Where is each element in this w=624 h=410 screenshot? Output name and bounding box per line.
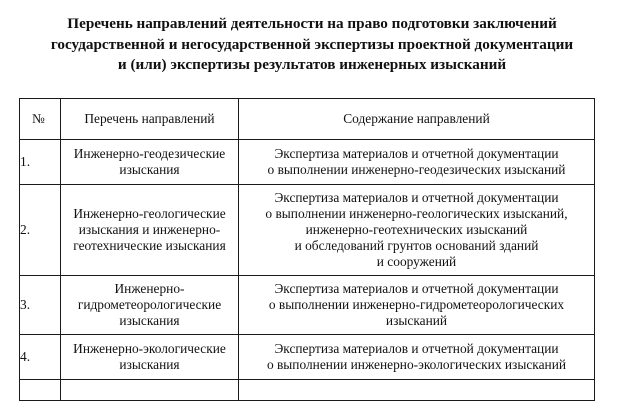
table-row — [20, 140, 595, 185]
table-row — [20, 276, 595, 335]
directions-table — [19, 98, 595, 401]
title-line-1: Перечень направлений деятельности на право подготовки заключений — [67, 15, 557, 32]
direction-content-line: и сооружений — [376, 254, 457, 269]
document-title — [0, 14, 624, 76]
direction-content-line: инженерно-геотехнических изысканий — [305, 222, 528, 237]
title-line-3: и (или) экспертизы результатов инженерных изысканий — [117, 56, 507, 73]
direction-name — [61, 276, 239, 335]
direction-name — [61, 140, 239, 185]
direction-content-line: Экспертиза материалов и отчетной документации — [274, 281, 559, 296]
direction-name-line: изыскания — [119, 162, 180, 177]
row-number: 2. — [20, 185, 61, 276]
direction-content-line: Экспертиза материалов и отчетной документации — [274, 146, 559, 161]
title-line-2: государственной и негосударственной экспертизы проектной документации — [50, 35, 574, 53]
direction-name-line: изыскания и инженерно- — [78, 222, 221, 237]
table-row — [20, 335, 595, 380]
direction-content — [239, 276, 595, 335]
direction-name-line: Инженерно- — [114, 281, 185, 296]
direction-name-line: Инженерно-экологические — [73, 341, 226, 356]
direction-content-line: о выполнении инженерно-геологических изысканий, — [265, 206, 568, 221]
row-number-empty — [20, 380, 61, 401]
direction-content-line: о выполнении инженерно-геодезических изысканий — [267, 162, 566, 177]
direction-name-empty — [61, 380, 239, 401]
direction-content-empty — [239, 380, 595, 401]
header-directions-content: Содержание направлений — [239, 99, 595, 140]
direction-content — [239, 185, 595, 276]
direction-name — [61, 185, 239, 276]
direction-content-line: о выполнении инженерно-экологических изысканий — [266, 357, 567, 372]
table-row — [20, 185, 595, 276]
direction-name — [61, 335, 239, 380]
direction-content-line: Экспертиза материалов и отчетной документации — [274, 190, 559, 205]
direction-name-line: гидрометеорологические — [77, 297, 222, 312]
direction-name-line: изыскания — [119, 357, 180, 372]
row-number: 1. — [20, 140, 61, 185]
direction-name-line: Инженерно-геодезические — [73, 146, 226, 161]
direction-content-line: о выполнении инженерно-гидрометеорологических — [268, 297, 565, 312]
direction-name-line: геотехнические изыскания — [73, 238, 226, 253]
direction-content-line: и обследований грунтов оснований зданий — [294, 238, 539, 253]
direction-name-line: Инженерно-геологические — [73, 206, 226, 221]
header-directions-list: Перечень направлений — [61, 99, 239, 140]
header-number: № — [20, 99, 61, 140]
direction-content-line: Экспертиза материалов и отчетной документации — [274, 341, 559, 356]
table-header-row — [20, 99, 595, 140]
direction-content — [239, 335, 595, 380]
direction-content-line: изысканий — [385, 313, 448, 328]
row-number: 3. — [20, 276, 61, 335]
row-number: 4. — [20, 335, 61, 380]
direction-content — [239, 140, 595, 185]
table-row-partial — [20, 380, 595, 401]
direction-name-line: изыскания — [119, 313, 180, 328]
